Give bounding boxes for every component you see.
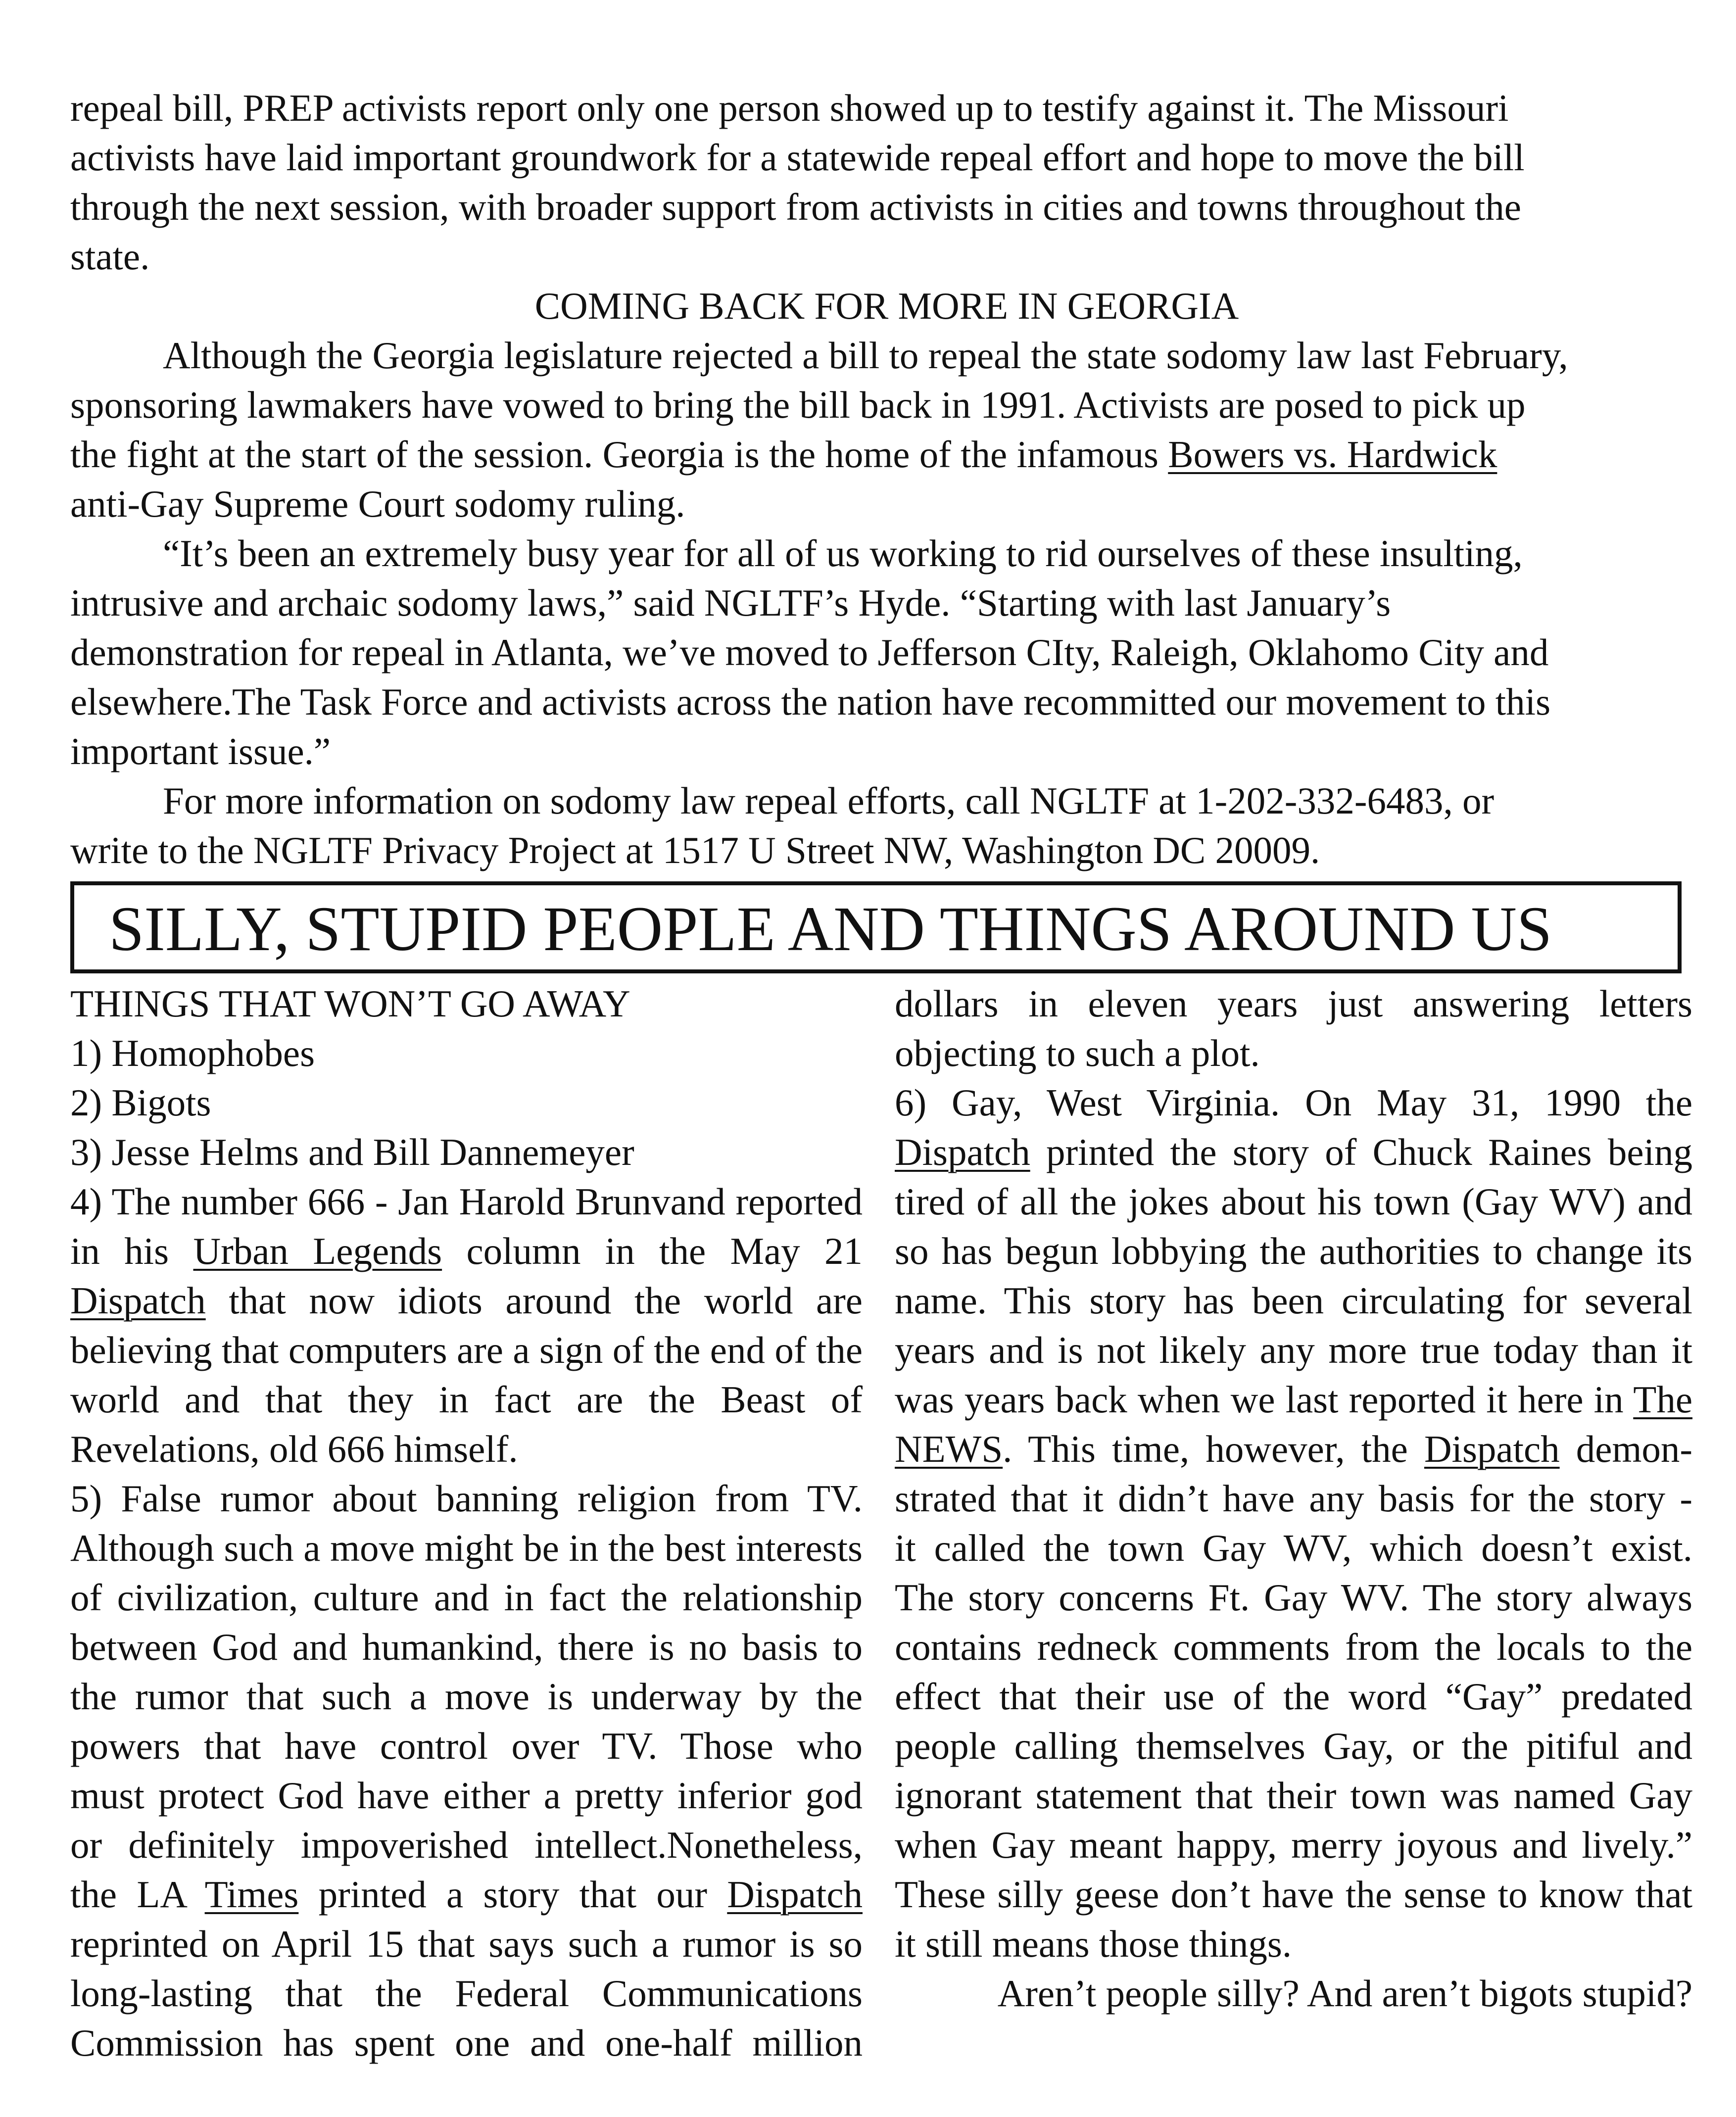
text-segment: intrusive and archaic sodomy laws,” said NGLTF’s Hyde. “Starting with last January’s [70,581,1391,624]
text-line [895,1028,1692,1078]
text-segment: objecting to such a plot. [895,1032,1260,1074]
text-line [70,627,1703,677]
text-segment: Revelations, old 666 himself. [70,1428,518,1470]
text-segment: powers that have control over TV. Those who [70,1725,863,1767]
text-line [70,578,1703,627]
text-line [895,1424,1692,1474]
text-line [70,776,1703,825]
text-segment: sponsoring lawmakers have vowed to bring the bill back in 1991. Activists are posed to pick up [70,384,1526,426]
text-line [895,1226,1692,1276]
text-segment: contains redneck comments from the locals to the [895,1626,1692,1668]
text-segment: 5) False rumor about banning religion from TV. [70,1477,863,1520]
underlined-title: Dispatch [727,1873,863,1916]
underlined-title: The [1633,1378,1692,1421]
text-segment: Although the Georgia legislature rejected a bill to repeal the state sodomy law last February, [163,334,1568,377]
section-title: SILLY, STUPID PEOPLE AND THINGS AROUND US [109,894,1552,964]
text-segment: strated that it didn’t have any basis for the story - [895,1477,1692,1520]
text-line [70,1127,863,1177]
text-line [70,83,1703,133]
text-segment: that now idiots around the world are [205,1279,863,1322]
text-segment: “It’s been an extremely busy year for all of us working to rid ourselves of these insulting, [163,532,1523,575]
text-segment: activists have laid important groundwork for a statewide repeal effort and hope to move the bill [70,136,1525,179]
text-line [70,479,1703,529]
text-segment: For more information on sodomy law repeal efforts, call NGLTF at 1-202-332-6483, or [163,779,1495,822]
text-line [70,1919,863,1969]
text-segment: when Gay meant happy, merry joyous and lively.” [895,1824,1692,1866]
text-line [70,1573,863,1622]
text-line [70,529,1703,578]
text-segment: THINGS THAT WON’T GO AWAY [70,982,630,1025]
text-segment: reprinted on April 15 that says such a rumor is so [70,1923,863,1965]
underlined-title: Dispatch [1424,1428,1560,1470]
text-segment: ignorant statement that their town was named Gay [895,1774,1692,1817]
text-segment: 3) Jesse Helms and Bill Dannemeyer [70,1131,634,1173]
text-segment: The story concerns Ft. Gay WV. The story always [895,1576,1692,1619]
text-line [70,1820,863,1870]
text-line [70,430,1703,479]
text-line [70,1325,863,1375]
text-line [70,331,1703,380]
text-line [895,1820,1692,1870]
text-segment: believing that computers are a sign of the end of the [70,1329,863,1371]
text-segment: between God and humankind, there is no basis to [70,1626,863,1668]
underlined-title: NEWS [895,1428,1003,1470]
text-segment: must protect God have either a pretty inferior god [70,1774,863,1817]
text-segment: the fight at the start of the session. Georgia is the home of the infamous [70,433,1168,476]
text-segment: the LA [70,1873,205,1916]
text-line [70,1622,863,1672]
text-segment: 4) The number 666 - Jan Harold Brunvand reported [70,1180,863,1223]
text-line [895,1276,1692,1325]
underlined-title: Dispatch [70,1279,206,1322]
text-line [70,380,1703,430]
text-line [895,1523,1692,1573]
text-line [70,1177,863,1226]
text-line [70,1424,863,1474]
text-segment: through the next session, with broader support from activists in cities and towns throughout the [70,186,1521,228]
text-line [70,979,863,1028]
text-line [70,1028,863,1078]
text-segment: . This time, however, the [1003,1428,1424,1470]
right-column [895,979,1692,2018]
underlined-title: Urban Legends [193,1230,442,1272]
text-line [895,1622,1692,1672]
text-segment: state. [70,235,150,278]
text-line [70,825,1703,875]
section-banner [70,881,1682,973]
text-line [895,1721,1692,1771]
text-line [895,1177,1692,1226]
text-segment: anti-Gay Supreme Court sodomy ruling. [70,482,685,525]
text-line [895,979,1692,1028]
text-segment: printed a story that our [298,1873,727,1916]
text-line [70,182,1703,232]
text-line [70,133,1703,182]
text-line [895,1375,1692,1424]
text-segment: Although such a move might be in the best interests [70,1527,863,1569]
text-line [70,1771,863,1820]
text-segment: elsewhere.The Task Force and activists across the nation have recommitted our movement to this [70,680,1551,723]
text-segment: important issue.” [70,730,331,772]
text-line [895,1078,1692,1127]
text-segment: 2) Bigots [70,1081,211,1124]
text-segment: of civilization, culture and in fact the relationship [70,1576,863,1619]
text-segment: people calling themselves Gay, or the pitiful and [895,1725,1692,1767]
text-line [70,1721,863,1771]
text-line [895,1919,1692,1969]
text-segment: it called the town Gay WV, which doesn’t exist. [895,1527,1692,1569]
left-column [70,979,863,2068]
text-segment: years and is not likely any more true today than it [895,1329,1692,1371]
text-segment: or definitely impoverished intellect.Nonetheless, [70,1824,863,1866]
underlined-title: Dispatch [895,1131,1030,1173]
text-line [895,1474,1692,1523]
text-segment: so has begun lobbying the authorities to change its [895,1230,1692,1272]
text-line [70,1078,863,1127]
text-segment: in his [70,1230,193,1272]
text-line [895,1870,1692,1919]
text-segment: tired of all the jokes about his town (Gay WV) and [895,1180,1692,1223]
text-segment: printed the story of Chuck Raines being [1030,1131,1692,1173]
text-segment: it still means those things. [895,1923,1292,1965]
text-segment: repeal bill, PREP activists report only one person showed up to testify against it. The Missouri [70,87,1509,129]
text-segment: column in the May 21 [442,1230,863,1272]
text-segment: was years back when we last reported it here in [895,1378,1634,1421]
text-segment: These silly geese don’t have the sense to know that [895,1873,1692,1916]
text-line [70,677,1703,726]
text-line [70,1969,863,2018]
text-line [70,1672,863,1721]
text-line [895,1325,1692,1375]
underlined-title: Times [204,1873,299,1916]
text-segment: write to the NGLTF Privacy Project at 1517 U Street NW, Washington DC 20009. [70,829,1320,871]
text-line [895,1771,1692,1820]
text-segment: dollars in eleven years just answering letters [895,982,1692,1025]
text-segment: Commission has spent one and one-half million [70,2021,863,2064]
text-line [895,1672,1692,1721]
text-line [70,1870,863,1919]
text-segment: the rumor that such a move is underway by the [70,1675,863,1718]
text-line [70,1375,863,1424]
text-segment: 1) Homophobes [70,1032,315,1074]
text-segment: Aren’t people silly? And aren’t bigots stupid? [997,1972,1692,2015]
text-line [70,232,1703,281]
text-line [895,1573,1692,1622]
text-line [70,1276,863,1325]
text-line [70,726,1703,776]
text-line [70,1474,863,1523]
text-line [895,1127,1692,1177]
text-segment: world and that they in fact are the Beast of [70,1378,863,1421]
text-segment: effect that their use of the word “Gay” predated [895,1675,1692,1718]
text-segment: COMING BACK FOR MORE IN GEORGIA [534,285,1239,327]
text-line [70,1226,863,1276]
text-segment: long-lasting that the Federal Communications [70,1972,863,2015]
text-line [70,1523,863,1573]
text-segment: demon- [1559,1428,1692,1470]
text-line [70,2018,863,2068]
subheading [70,281,1703,331]
text-segment: demonstration for repeal in Atlanta, we’ve moved to Jefferson CIty, Raleigh, Oklahomo City and [70,631,1549,674]
text-line [895,1969,1692,2018]
text-segment: 6) Gay, West Virginia. On May 31, 1990 the [895,1081,1692,1124]
underlined-title: Bowers vs. Hardwick [1168,433,1497,476]
text-segment: name. This story has been circulating for several [895,1279,1692,1322]
article-continuation-sodomy-repeal [70,83,1703,875]
